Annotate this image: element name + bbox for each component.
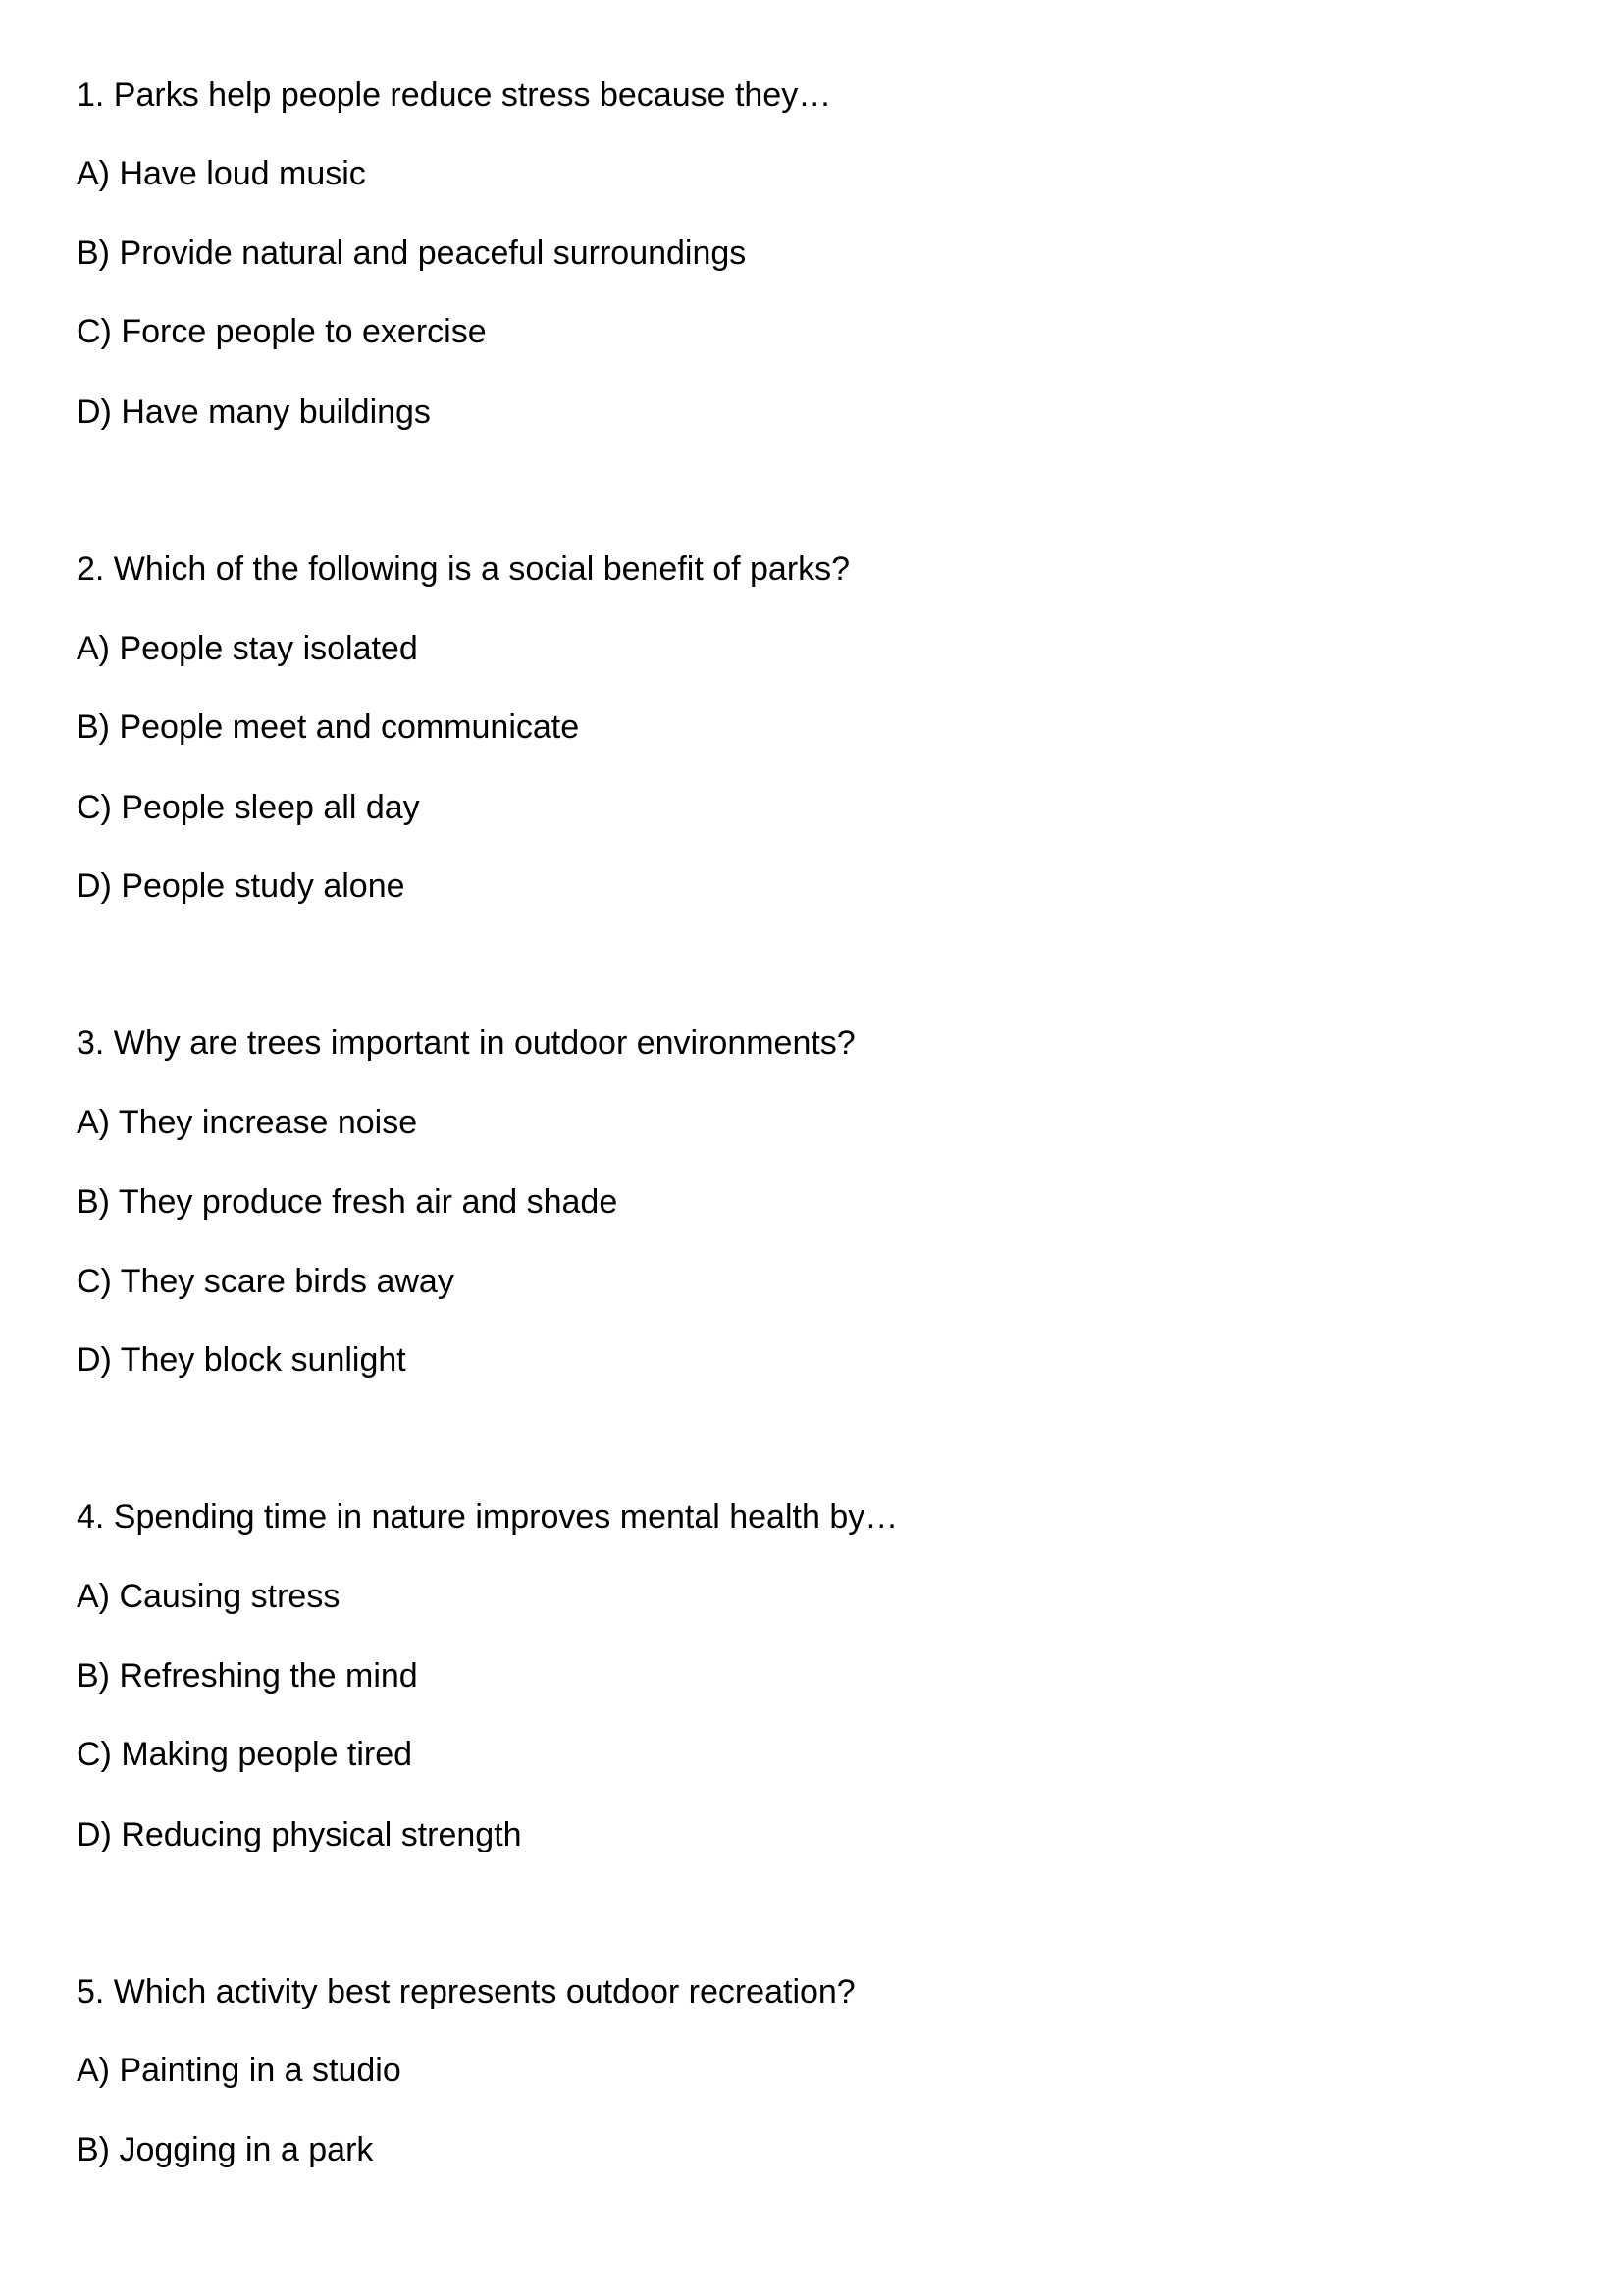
question-4-text: 4. Spending time in nature improves mental health by… [77,1498,899,1536]
question-3-option-c: C) They scare birds away [77,1263,454,1300]
question-5-option-a: A) Painting in a studio [77,2052,401,2089]
question-1-option-b: B) Provide natural and peaceful surroundings [77,235,747,272]
question-4-option-c: C) Making people tired [77,1736,413,1773]
question-1-option-c: C) Force people to exercise [77,313,487,350]
question-4-option-d: D) Reducing physical strength [77,1816,522,1853]
question-2-option-b: B) People meet and communicate [77,708,580,746]
question-3-text: 3. Why are trees important in outdoor environments? [77,1024,856,1062]
question-5-text: 5. Which activity best represents outdoor recreation? [77,1973,856,2010]
question-2-option-d: D) People study alone [77,867,405,905]
question-3-option-d: D) They block sunlight [77,1341,406,1379]
question-4-option-a: A) Causing stress [77,1578,341,1615]
question-5-option-b: B) Jogging in a park [77,2131,374,2168]
question-1-text: 1. Parks help people reduce stress because they… [77,77,832,114]
question-3-option-b: B) They produce fresh air and shade [77,1183,618,1221]
question-1-option-d: D) Have many buildings [77,393,431,431]
question-2-option-c: C) People sleep all day [77,789,420,826]
question-2-text: 2. Which of the following is a social benefit of parks? [77,550,851,588]
question-1-option-a: A) Have loud music [77,155,366,192]
question-4-option-b: B) Refreshing the mind [77,1657,418,1695]
question-2-option-a: A) People stay isolated [77,630,418,667]
question-3-option-a: A) They increase noise [77,1104,418,1141]
